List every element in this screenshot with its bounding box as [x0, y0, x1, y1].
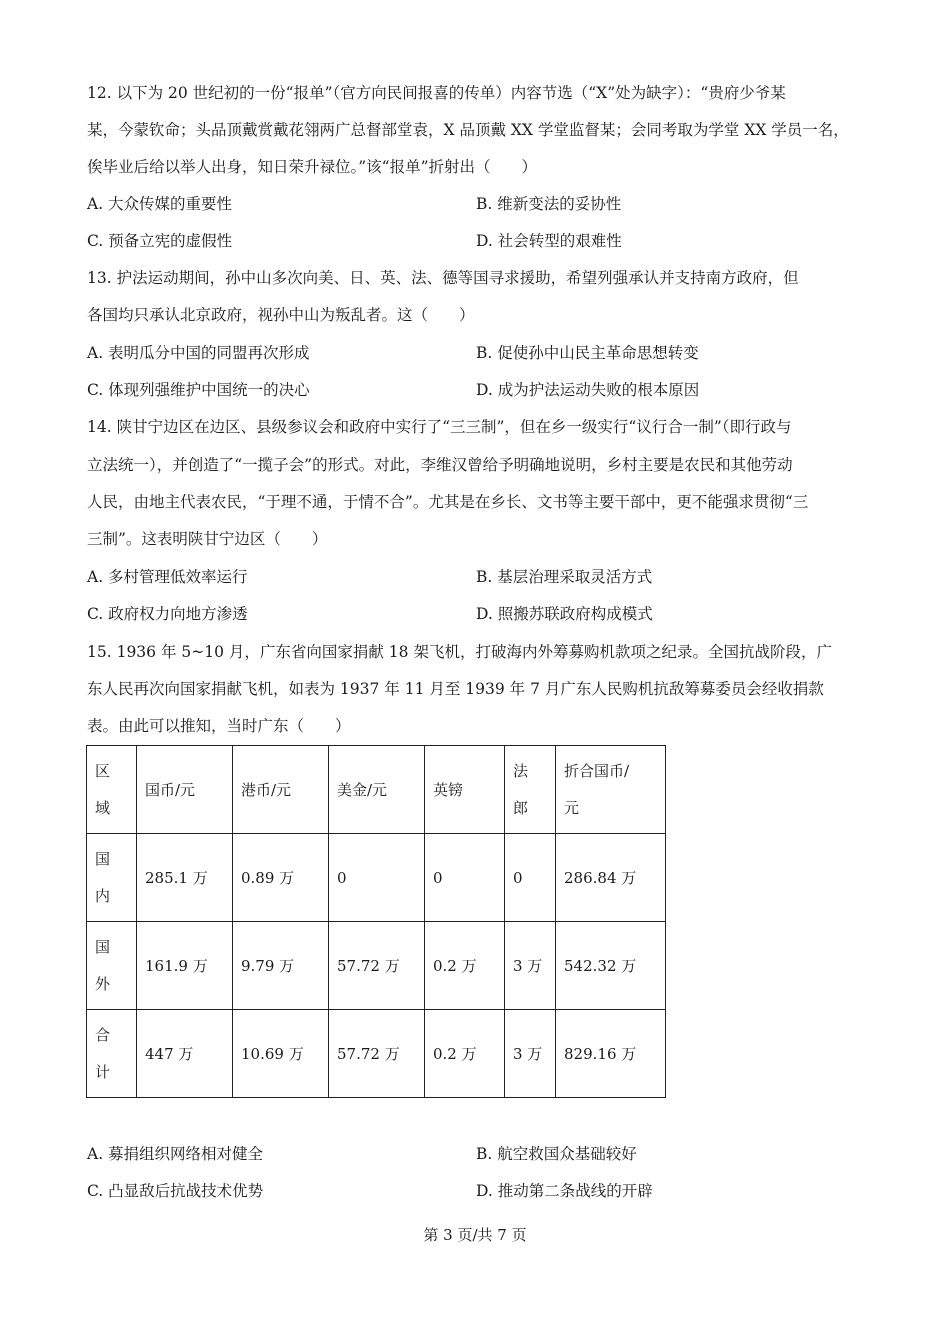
q15-option-b[interactable]: B. 航空救国众基础较好 — [476, 1145, 637, 1163]
header-falang: 法 郎 — [505, 746, 556, 834]
q12-option-d[interactable]: D. 社会转型的艰难性 — [476, 232, 622, 250]
header-region: 区 域 — [87, 746, 137, 834]
q14-text-line-1: 14. 陕甘宁边区在边区、县级参议会和政府中实行了“三三制”，但在乡一级实行“议行合一制”（即行政与 — [87, 418, 792, 436]
table-cell: 0 — [425, 834, 505, 922]
row-region: 国 外 — [87, 922, 137, 1010]
q12-option-a[interactable]: A. 大众传媒的重要性 — [87, 195, 233, 213]
table-cell: 542.32 万 — [556, 922, 666, 1010]
q14-option-c[interactable]: C. 政府权力向地方渗透 — [87, 605, 248, 623]
table-cell: 0 — [505, 834, 556, 922]
q14-option-a[interactable]: A. 多村管理低效率运行 — [87, 568, 248, 586]
q15-text-line-3: 表。由此可以推知，当时广东（ ） — [87, 717, 351, 735]
q13-text-line-2: 各国均只承认北京政府，视孙中山为叛乱者。这（ ） — [87, 306, 475, 324]
q15-option-a[interactable]: A. 募捐组织网络相对健全 — [87, 1145, 264, 1163]
table-cell: 161.9 万 — [137, 922, 233, 1010]
q14-text-line-2: 立法统一），并创造了“一揽子会”的形式。对此，李维汉曾给予明确地说明，乡村主要是农民和其他劳动 — [87, 456, 793, 474]
table-cell: 0.2 万 — [425, 1010, 505, 1098]
q13-option-d[interactable]: D. 成为护法运动失败的根本原因 — [476, 381, 700, 399]
q12-option-b[interactable]: B. 维新变法的妥协性 — [476, 195, 622, 213]
header-guobi: 国币/元 — [137, 746, 233, 834]
q15-text-line-1: 15. 1936 年 5~10 月，广东省向国家捐献 18 架飞机，打破海内外筹募购机款项之纪录。全国抗战阶段，广 — [87, 643, 832, 661]
q12-text-line-3: 俟毕业后给以举人出身，知日荣升禄位。”该“报单”折射出（ ） — [87, 158, 538, 176]
header-meijin: 美金/元 — [329, 746, 425, 834]
q15-option-d[interactable]: D. 推动第二条战线的开辟 — [476, 1182, 653, 1200]
table-cell: 0 — [329, 834, 425, 922]
q14-option-d[interactable]: D. 照搬苏联政府构成模式 — [476, 605, 653, 623]
table-cell: 10.69 万 — [233, 1010, 329, 1098]
table-cell: 9.79 万 — [233, 922, 329, 1010]
row-region: 合 计 — [87, 1010, 137, 1098]
table-row — [87, 1010, 666, 1098]
table-cell: 0.2 万 — [425, 922, 505, 1010]
q15-text-line-2: 东人民再次向国家捐献飞机，如表为 1937 年 11 月至 1939 年 7 月广东人民购机抗敌筹募委员会经收捐款 — [87, 680, 824, 698]
q14-option-b[interactable]: B. 基层治理采取灵活方式 — [476, 568, 653, 586]
q13-option-b[interactable]: B. 促使孙中山民主革命思想转变 — [476, 344, 699, 362]
table-header-row — [87, 746, 666, 834]
q13-text-line-1: 13. 护法运动期间，孙中山多次向美、日、英、法、德等国寻求援助，希望列强承认并支持南方政府，但 — [87, 269, 799, 287]
table-cell: 829.16 万 — [556, 1010, 666, 1098]
header-gangbi: 港币/元 — [233, 746, 329, 834]
table-cell: 0.89 万 — [233, 834, 329, 922]
row-region: 国 内 — [87, 834, 137, 922]
table-row — [87, 834, 666, 922]
donation-table — [86, 745, 666, 1098]
table-cell: 285.1 万 — [137, 834, 233, 922]
header-zhehe: 折合国币/ 元 — [556, 746, 666, 834]
table-cell: 57.72 万 — [329, 922, 425, 1010]
table-cell: 447 万 — [137, 1010, 233, 1098]
table-row — [87, 922, 666, 1010]
q12-option-c[interactable]: C. 预备立宪的虚假性 — [87, 232, 233, 250]
table-cell: 57.72 万 — [329, 1010, 425, 1098]
q13-option-c[interactable]: C. 体现列强维护中国统一的决心 — [87, 381, 310, 399]
q15-option-c[interactable]: C. 凸显敌后抗战技术优势 — [87, 1182, 264, 1200]
q14-text-line-4: 三制”。这表明陕甘宁边区（ ） — [87, 530, 328, 548]
q13-option-a[interactable]: A. 表明瓜分中国的同盟再次形成 — [87, 344, 310, 362]
q14-text-line-3: 人民，由地主代表农民，“于理不通，于情不合”。尤其是在乡长、文书等主要干部中，更不能强求贯彻“三 — [87, 493, 809, 511]
table-cell: 286.84 万 — [556, 834, 666, 922]
header-yingbang: 英镑 — [425, 746, 505, 834]
q12-text-line-2: 某，今蒙钦命；头品顶戴赏戴花翎两广总督部堂袁，X 品顶戴 XX 学堂监督某；会同考取为学堂 XX 学员一名， — [87, 121, 849, 139]
table-cell: 3 万 — [505, 1010, 556, 1098]
page-number: 第 3 页/共 7 页 — [423, 1226, 527, 1244]
table-cell: 3 万 — [505, 922, 556, 1010]
q12-text-line-1: 12. 以下为 20 世纪初的一份“报单”（官方向民间报喜的传单）内容节选（“X”处为缺字）：“贵府少爷某 — [87, 84, 786, 102]
